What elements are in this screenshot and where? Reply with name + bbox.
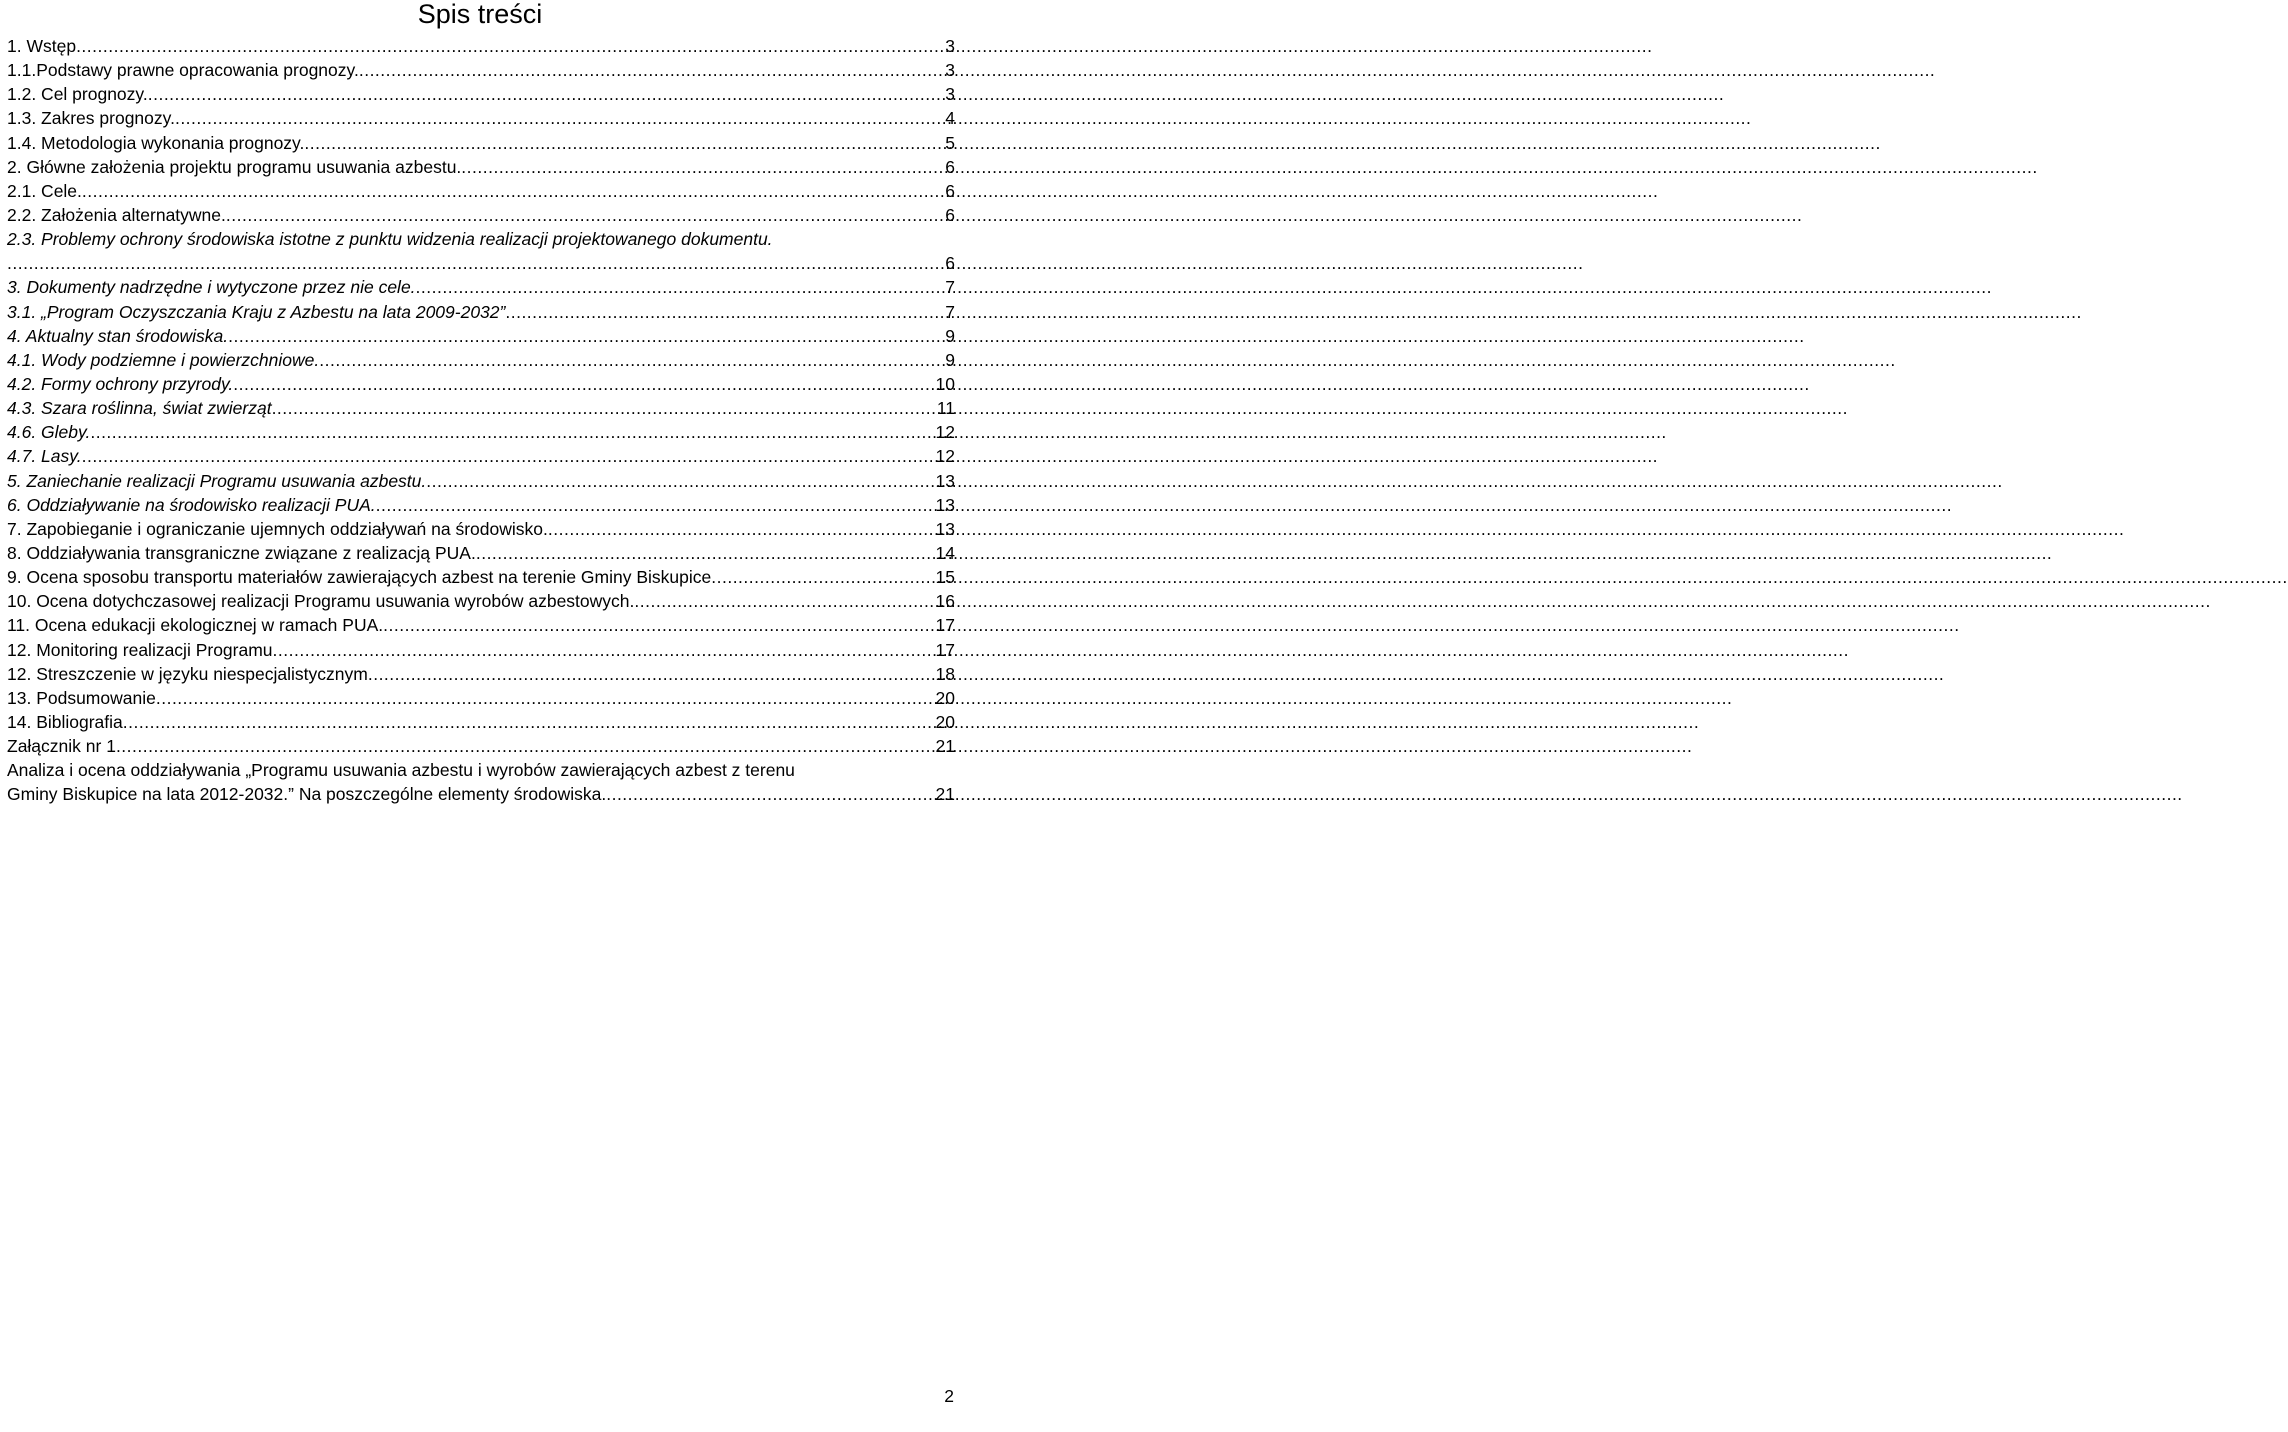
toc-entry-title: Analiza i ocena oddziaływania „Programu usuwania azbestu i wyrobów zawierających azbest z terenu: [7, 760, 795, 781]
toc-entry[interactable]: [7, 589, 955, 613]
toc-entry[interactable]: [7, 662, 955, 686]
toc-entry-title: 4.3. Szara roślinna, świat zwierząt: [7, 398, 272, 419]
toc-entry-page: 3: [945, 60, 955, 81]
toc-entry-title: 4.7. Lasy.: [7, 446, 82, 467]
toc-entry-title: 12. Streszczenie w języku niespecjalistycznym: [7, 663, 368, 684]
toc-entry-page: 15: [935, 567, 955, 588]
toc-entry-page: 13: [935, 470, 955, 491]
toc-entry-title: 1.4. Metodologia wykonania prognozy.: [7, 132, 305, 153]
toc-entry[interactable]: [7, 82, 955, 106]
toc-entry[interactable]: [7, 34, 955, 58]
toc-entry-title: 6. Oddziaływanie na środowisko realizacji PUA.: [7, 494, 376, 515]
toc-entry[interactable]: [7, 541, 955, 565]
toc-entry-title: 4.6. Gleby.: [7, 422, 91, 443]
toc-entry-page: 14: [935, 542, 955, 563]
dot-leader: [7, 251, 943, 275]
toc-entry-page: 16: [935, 591, 955, 612]
toc-entry[interactable]: [7, 58, 955, 82]
toc-entry-page: 17: [935, 639, 955, 660]
toc-entry-title: 3.1. „Program Oczyszczania Kraju z Azbestu na lata 2009-2032”: [7, 301, 506, 322]
dot-leader: [711, 565, 933, 589]
dot-leader: [156, 686, 934, 710]
toc-entry-title: 1.3. Zakres prognozy.: [7, 108, 175, 129]
toc-entry[interactable]: [7, 348, 955, 372]
toc-entry-title: 13. Podsumowanie: [7, 687, 156, 708]
toc-entry[interactable]: [7, 638, 955, 662]
toc-entry[interactable]: [7, 493, 955, 517]
table-of-contents: [7, 34, 955, 807]
toc-entry-page: 17: [935, 615, 955, 636]
dot-leader: [505, 300, 943, 324]
page-number: 2: [944, 1386, 954, 1406]
toc-entry-title: 10. Ocena dotychczasowej realizacji Programu usuwania wyrobów azbestowych.: [7, 591, 635, 612]
toc-entry-title: 3. Dokumenty nadrzędne i wytyczone przez nie cele.: [7, 277, 416, 298]
toc-entry-page: 21: [935, 736, 955, 757]
toc-entry-title: 7. Zapobieganie i ograniczanie ujemnych oddziaływań na środowisko.: [7, 518, 548, 539]
toc-entry-title: 2.1. Cele.: [7, 180, 82, 201]
toc-entry[interactable]: [7, 179, 955, 203]
toc-entry-page: 13: [935, 518, 955, 539]
toc-entry[interactable]: [7, 106, 955, 130]
toc-entry[interactable]: [7, 734, 955, 758]
dot-leader: [76, 34, 943, 58]
toc-entry[interactable]: [7, 710, 955, 734]
toc-entry-title: 14. Bibliografia: [7, 711, 123, 732]
toc-entry[interactable]: [7, 686, 955, 710]
toc-entry-page: 3: [945, 84, 955, 105]
toc-entry-page: 7: [945, 301, 955, 322]
dot-leader: [123, 710, 934, 734]
toc-entry-title: 4.1. Wody podziemne i powierzchniowe.: [7, 349, 320, 370]
toc-entry-title-line[interactable]: [7, 758, 955, 782]
dot-leader: [228, 324, 943, 348]
dot-leader: [82, 444, 934, 468]
toc-entry[interactable]: [7, 155, 955, 179]
dot-leader: [272, 396, 935, 420]
toc-entry[interactable]: [7, 324, 955, 348]
toc-entry-page: 18: [935, 663, 955, 684]
toc-entry-page: 4: [945, 108, 955, 129]
page-title: Spis treści: [417, 0, 543, 29]
toc-entry[interactable]: [7, 517, 955, 541]
toc-entry-title: 2.3. Problemy ochrony środowiska istotne z punktu widzenia realizacji projektowanego dokumentu.: [7, 229, 773, 250]
toc-entry-page: 6: [945, 253, 955, 274]
toc-entry-page: 20: [935, 711, 955, 732]
toc-entry-title: 2. Główne założenia projektu programu usuwania azbestu.: [7, 156, 462, 177]
toc-entry-page: 21: [935, 784, 955, 805]
toc-entry-page: 6: [945, 156, 955, 177]
toc-entry-title: 4.2. Formy ochrony przyrody.: [7, 373, 234, 394]
toc-entry[interactable]: [7, 420, 955, 444]
toc-entry-title: 4. Aktualny stan środowiska.: [7, 325, 229, 346]
dot-leader: [476, 541, 934, 565]
dot-leader: [304, 131, 943, 155]
toc-entry-title: 5. Zaniechanie realizacji Programu usuwania azbestu.: [7, 470, 427, 491]
toc-entry[interactable]: [7, 444, 955, 468]
dot-leader: [273, 638, 934, 662]
toc-entry[interactable]: [7, 613, 955, 637]
dot-leader: [548, 517, 934, 541]
toc-entry[interactable]: [7, 203, 955, 227]
dot-leader: [226, 203, 943, 227]
dot-leader: [319, 348, 943, 372]
toc-entry-page: 12: [935, 422, 955, 443]
toc-entry[interactable]: [7, 275, 955, 299]
toc-entry-page: 3: [945, 36, 955, 56]
toc-entry-title-continued: Gminy Biskupice na lata 2012-2032.” Na poszczególne elementy środowiska.: [7, 784, 607, 805]
dot-leader: [606, 782, 933, 806]
toc-entry-title: Załącznik nr 1: [7, 736, 116, 757]
dot-leader: [416, 275, 944, 299]
dot-leader: [82, 179, 943, 203]
dot-leader: [634, 589, 933, 613]
toc-entry-continuation[interactable]: [7, 251, 955, 275]
toc-entry-title: 1.1.Podstawy prawne opracowania prognozy.: [7, 60, 359, 81]
toc-entry-title: 1.2. Cel prognozy.: [7, 84, 148, 105]
toc-entry[interactable]: [7, 300, 955, 324]
dot-leader: [376, 493, 934, 517]
toc-entry-page: 6: [945, 180, 955, 201]
dot-leader: [368, 662, 934, 686]
dot-leader: [116, 734, 934, 758]
toc-entry-page: 6: [945, 204, 955, 225]
toc-entry-title-line[interactable]: [7, 227, 955, 251]
toc-entry-page: 9: [945, 325, 955, 346]
toc-entry-page: 5: [945, 132, 955, 153]
toc-entry[interactable]: [7, 565, 955, 589]
toc-entry-page: 7: [945, 277, 955, 298]
toc-entry-title: 9. Ocena sposobu transportu materiałów zawierających azbest na terenie Gminy Biskupice: [7, 567, 712, 588]
toc-entry-page: 13: [935, 494, 955, 515]
toc-entry-page: 10: [935, 373, 955, 394]
dot-leader: [233, 372, 933, 396]
toc-entry-title: 8. Oddziaływania transgraniczne związane z realizacją PUA.: [7, 542, 476, 563]
dot-leader: [90, 420, 933, 444]
toc-entry-title: 1. Wstęp: [7, 36, 77, 56]
toc-entry-title: 2.2. Założenia alternatywne.: [7, 204, 226, 225]
toc-entry[interactable]: [7, 372, 955, 396]
toc-entry-title: 12. Monitoring realizacji Programu: [7, 639, 273, 660]
toc-entry[interactable]: [7, 469, 955, 493]
dot-leader: [383, 613, 933, 637]
toc-entry[interactable]: [7, 782, 955, 806]
toc-entry[interactable]: [7, 396, 955, 420]
toc-entry-page: 11: [936, 398, 955, 419]
dot-leader: [175, 106, 943, 130]
toc-entry-page: 9: [945, 349, 955, 370]
toc-entry-page: 12: [935, 446, 955, 467]
toc-entry-title: 11. Ocena edukacji ekologicznej w ramach PUA.: [7, 615, 384, 636]
dot-leader: [461, 155, 943, 179]
dot-leader: [148, 82, 944, 106]
dot-leader: [359, 58, 943, 82]
dot-leader: [426, 469, 933, 493]
toc-entry[interactable]: [7, 131, 955, 155]
toc-entry-page: 20: [935, 687, 955, 708]
